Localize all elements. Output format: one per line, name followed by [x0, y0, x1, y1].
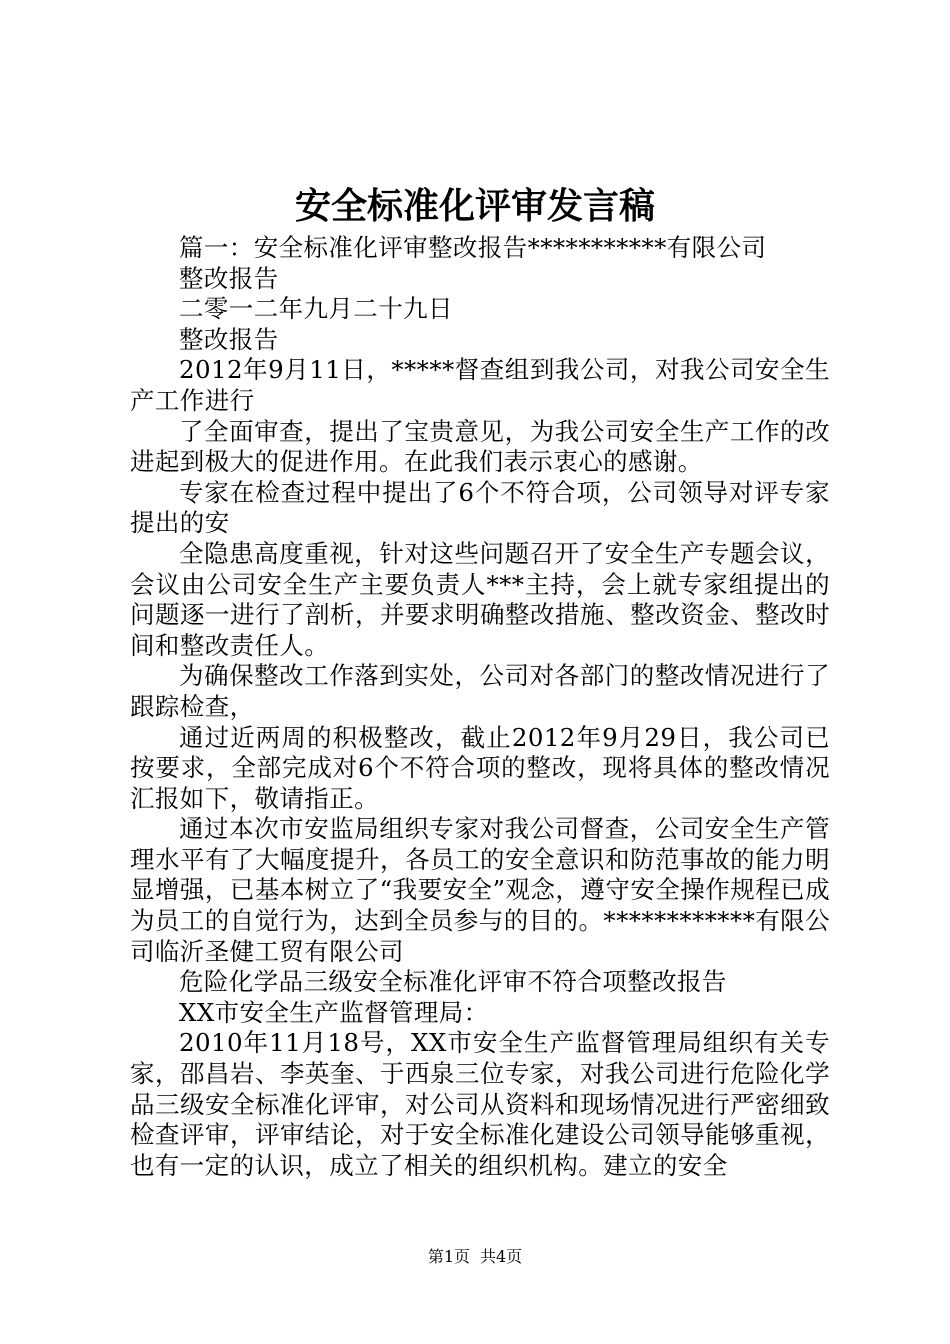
paragraph: 二零一二年九月二十九日 [179, 294, 453, 324]
page-number: 第1页 [427, 1247, 470, 1266]
paragraph: 危险化学品三级安全标准化评审不符合项整改报告 [179, 967, 727, 997]
paragraph: 篇一：安全标准化评审整改报告***********有限公司 [179, 233, 767, 262]
paragraph: XX市安全生产监督管理局： [179, 997, 489, 1027]
paragraph: 了全面审查，提出了宝贵意见，为我公司安全生产工作的改进起到极大的促进作用。在此我们表示衷心的感谢。 [130, 416, 830, 477]
paragraph: 2010年11月18号，XX市安全生产监督管理局组织有关专家，邵昌岩、李英奎、于西泉三位专家，对我公司进行危险化学品三级安全标准化评审，对公司从资料和现场情况进行严密细致检查评审，评审结论，对于安全标准化建设公司领导能够重视，也有一定的认识，成立了相关的组织机构。建立的安全 [130, 1028, 830, 1180]
paragraph: 整改报告 [179, 263, 279, 293]
paragraph: 通过本次市安监局组织专家对我公司督查，公司安全生产管理水平有了大幅度提升，各员工的安全意识和防范事故的能力明显增强，已基本树立了“我要安全”观念，遵守安全操作规程已成为员工的自觉行为，达到全员参与的目的。************有限公司临沂圣健工贸有限公司 [130, 814, 830, 966]
document-title: 安全标准化评审发言稿 [294, 186, 655, 227]
page-total: 共4页 [480, 1247, 523, 1266]
paragraph: 全隐患高度重视，针对这些问题召开了安全生产专题会议，会议由公司安全生产主要负责人***主持，会上就专家组提出的问题逐一进行了剖析，并要求明确整改措施、整改资金、整改时间和整改责任人。 [130, 538, 830, 660]
paragraph: 2012年9月11日，*****督查组到我公司，对我公司安全生产工作进行 [130, 355, 830, 415]
paragraph: 整改报告 [179, 324, 279, 354]
page-footer [0, 1246, 950, 1268]
paragraph: 为确保整改工作落到实处，公司对各部门的整改情况进行了跟踪检查， [130, 661, 830, 721]
document-body [130, 233, 830, 1181]
paragraph: 通过近两周的积极整改，截止2012年9月29日，我公司已按要求，全部完成对6个不符合项的整改，现将具体的整改情况汇报如下，敬请指正。 [130, 722, 830, 813]
paragraph: 专家在检查过程中提出了6个不符合项，公司领导对评专家提出的安 [130, 477, 830, 538]
